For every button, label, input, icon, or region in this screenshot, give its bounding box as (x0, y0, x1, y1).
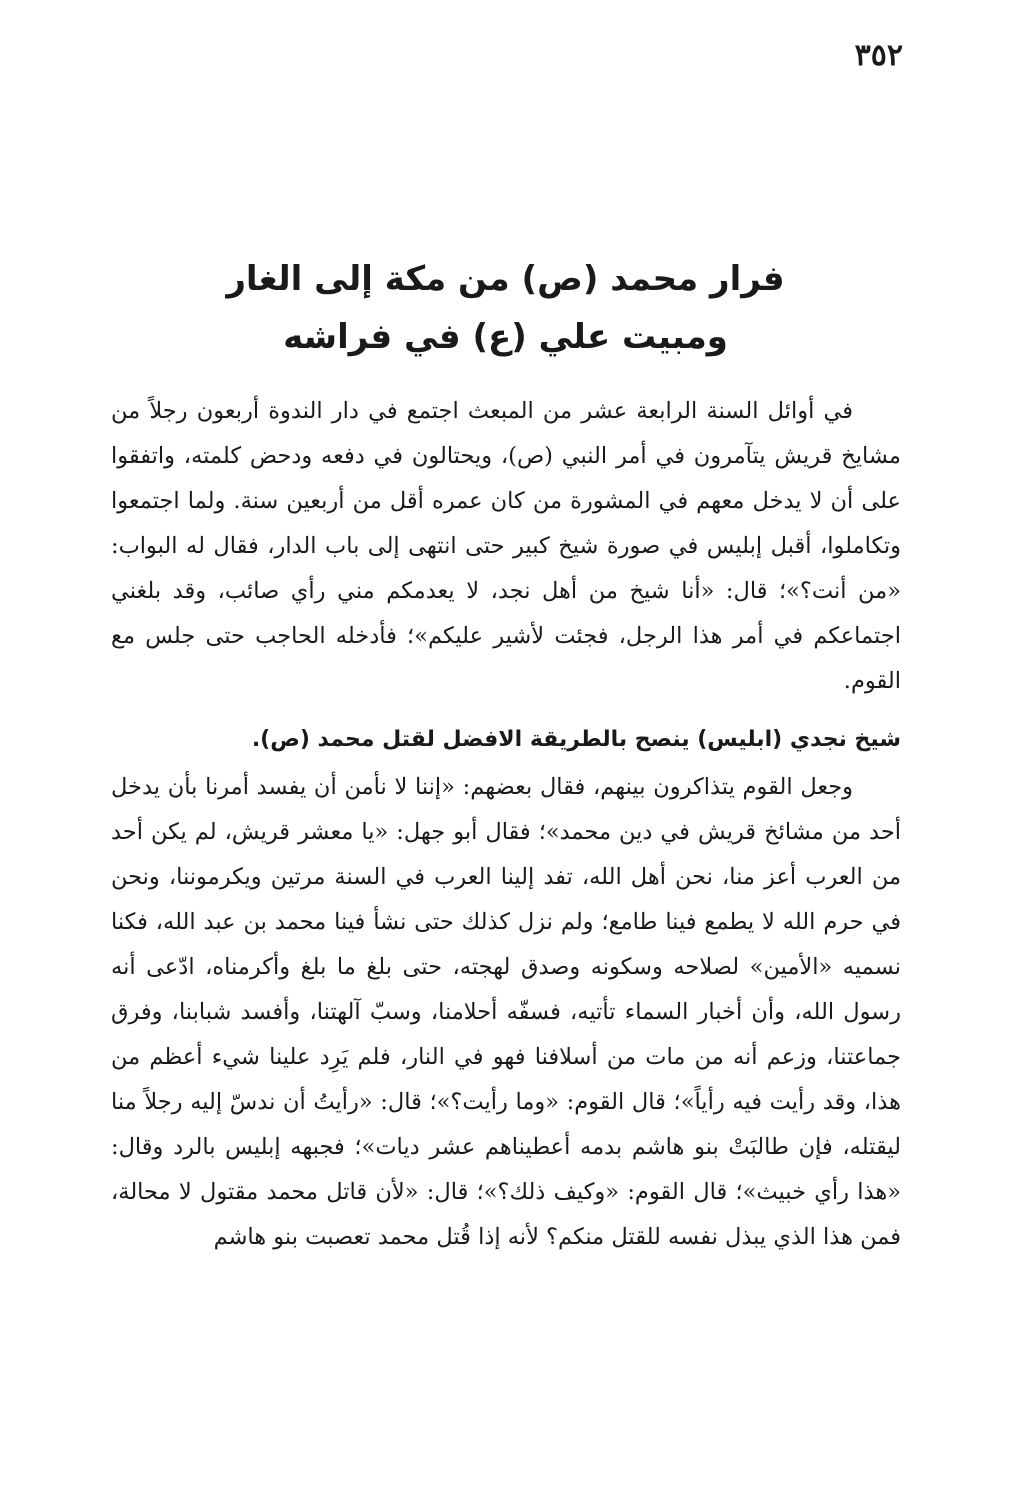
page-number: ٣٥٢ (854, 38, 903, 73)
chapter-title-line-2: ومبيت علي (ع) في فراشه (283, 317, 728, 357)
body-text (111, 389, 901, 1260)
paragraph-2: وجعل القوم يتذاكرون بينهم، فقال بعضهم: «إننا لا نأمن أن يفسد أمرنا بأن يدخل أحد من مشائخ قريش في دين محمد»؛ فقال أبو جهل: «يا معشر قريش، لم يكن أحد من العرب أعز منا، نحن أهل الله، تفد إلينا العرب في السنة مرتين ويكرموننا، ونحن في حرم الله لا يطمع فينا طامع؛ ولم نزل كذلك حتى نشأ فينا محمد بن عبد الله، فكنا نسميه «الأمين» لصلاحه وسكونه وصدق لهجته، حتى بلغ ما بلغ وأكرمناه، ادّعى أنه رسول الله، وأن أخبار السماء تأتيه، فسفّه أحلامنا، وسبّ آلهتنا، وأفسد شبابنا، وفرق جماعتنا، وزعم أنه من مات من أسلافنا فهو في النار، فلم يَرِد علينا شيء أعظم من هذا، وقد رأيت فيه رأياً»؛ قال القوم: «وما رأيت؟»؛ قال: «رأيتُ أن ندسّ إليه رجلاً منا ليقتله، فإن طالبَتْ بنو هاشم بدمه أعطيناهم عشر ديات»؛ فجبهه إبليس بالرد وقال: «هذا رأي خبيث»؛ قال القوم: «وكيف ذلك؟»؛ قال: «لأن قاتل محمد مقتول لا محالة، فمن هذا الذي يبذل نفسه للقتل منكم؟ لأنه إذا قُتل محمد تعصبت بنو هاشم (111, 774, 901, 1250)
paragraph-1: في أوائل السنة الرابعة عشر من المبعث اجتمع في دار الندوة أربعون رجلاً من مشايخ قريش يتآمرون في أمر النبي (ص)، ويحتالون في دفعه ودحض كلمته، واتفقوا على أن لا يدخل معهم في المشورة من كان عمره أقل من أربعين سنة. ولما اجتمعوا وتكاملوا، أقبل إبليس في صورة شيخ كبير حتى انتهى إلى باب الدار، فقال له البواب: «من أنت؟»؛ قال: «أنا شيخ من أهل نجد، لا يعدمكم مني رأي صائب، وقد بلغني اجتماعكم في أمر هذا الرجل، فجئت لأشير عليكم»؛ فأدخله الحاجب حتى جلس مع القوم. (111, 398, 901, 694)
chapter-title-line-1: فرار محمد (ص) من مكة إلى الغار (226, 259, 785, 299)
section-heading: شيخ نجدي (ابليس) ينصح بالطريقة الافضل لقتل محمد (ص). (251, 727, 901, 752)
chapter-title (0, 250, 1011, 366)
